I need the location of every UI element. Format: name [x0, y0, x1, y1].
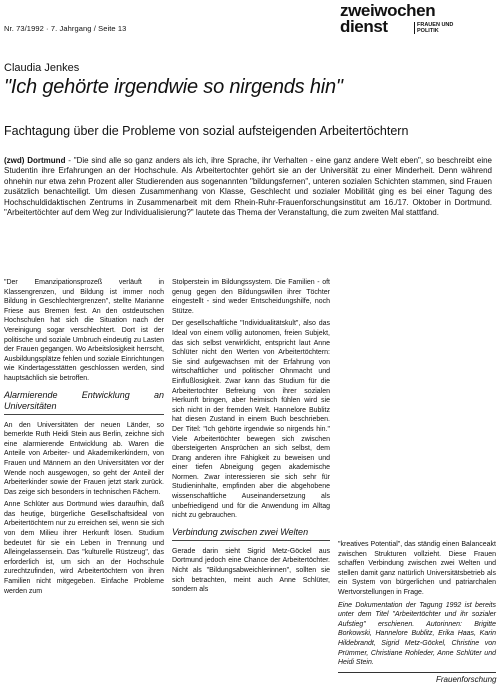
column-1 — [4, 278, 164, 599]
column-3 — [338, 540, 496, 671]
masthead-logo — [340, 2, 498, 48]
issue-line: Nr. 73/1992 · 7. Jahrgang / Seite 13 — [4, 24, 127, 33]
column-2 — [172, 278, 330, 598]
paragraph: Stolperstein im Bildungssystem. Die Familien - oft genug gegen den Bildungswillen ihrer Töchter eingestellt - sind weder Entscheidungshilfe, noch Stütze. — [172, 279, 330, 315]
paragraph: Anne Schlüter aus Dortmund wies daraufhin, daß das heutige, bürgerliche Gesellschaftsideal von Arbeitertöchtern nur zu erreichen sei, wenn sie sich von dem Milieu ihrer Herkunft lösen. Studium bedeutet für sie ein Leben in Trennung und Alleingelassensein. Das "kulturelle Rüstzeug", das erforderlich ist, um sich an der Hochschule zurechtzufinden, wird Arbeitertöchtern von ihren Familien nicht mitgegeben. Einfache Probleme werden zum — [4, 501, 164, 595]
footer-divider — [338, 672, 496, 673]
lead-text: - "Die sind alle so ganz anders als ich, ihre Sprache, ihr Verhalten - eine ganz andere Welt eben", so beschreibt eine Studentin ihre Erfahrungen an der Hochschule. Als Arbeitertochter gehört sie an der Universität zu einer Minderheit. Denn während ohnehin nur etwa zehn Prozent aller Studierenden aus sogenannten "bildungsfernen", unteren sozialen Schichten stammen, sind Frauen zusätzlich benachteiligt. Um diesen Zusammenhang von Klasse, Geschlecht und sozialer Mobilität ging es bei einer Tagung des Hochschuldidaktischen Zentrums in Zusammenarbeit mit dem Rhein-Ruhr-Frauenforschungsinstitut am 16./17. Oktober in Dortmund. "Arbeitertöchter auf dem Weg zur Individualisierung?" lautete das Thema der Veranstaltung, die zum zweiten Mal stattfand. — [4, 156, 493, 218]
paragraph: "kreatives Potential", das ständig einen Balanceakt zwischen Strukturen vollzieht. Diese Frauen schaffen Verbindung zwischen zwei Welten und stellen damit ganz natürlich Universitätsbetrieb als ein System von bürgerlichen und patriarchalen Wertvorstellungen in Frage. — [338, 541, 496, 596]
paragraph: An den Universitäten der neuen Länder, so bemerkte Ruth Heidi Stein aus Berlin, zeichne sich eine alarmierende Entwicklung ab. Waren die Anteile von Arbeiter- und Akademikerkindern, von Frauen und Männern an den Universitäten vor der Wende noch ausgewogen, so geht der Anteil der Arbeiterkinder sowie der Frauen jetzt stark zurück. Das zeige sich besonders in technischen Fächern. — [4, 421, 164, 496]
masthead-title-line1: zweiwochen — [340, 1, 436, 20]
dateline: (zwd) Dortmund — [4, 156, 66, 165]
paragraph: Gerade darin sieht Sigrid Metz-Göckel aus Dortmund jedoch eine Chance der Arbeitertöchter. Nicht als "Bildungsabweichlerinnen", sollten sie sich betrachten, meint auch Anne Schlüter, sondern als — [172, 547, 330, 594]
paragraph: Der gesellschaftliche "Individualitätskult", also das Ideal von einem völlig autonomen, freien Subjekt, das sich selbst verwirklicht, entspricht laut Anne Schlüter nicht den Werten von Arbeitertöchtern: Sie sind aufgewachsen mit der Erfahrung von wirtschaftlicher und politischer Ohnmacht und Einflußlosigkeit. Zwar kann das Studium für die Arbeitertochter Befreiung von ihrer sozialen Herkunft bringen, aber heimisch fühlen wird sie sich nicht in der fremden Welt. Hannelore Bublitz hat diesen Zustand in einem Buch beschrieben. Der Titel: "Ich gehörte irgendwie so nirgends hin." Viele Arbeitertöchter bewegen sich zwischen übersteigerten Ansprüchen an sich selbst, dem Drang anderen ihre Fähigkeit zu beweisen und einer tiefen Abneigung gegen akademische Normen. Zwar interessieren sie sich sehr für Studieninhalte, empfinden aber die abgehobene wissenschaftliche Auseinandersetzung als unbefriedigend und für die Anwendung im Alltag nicht zu gebrauchen. — [172, 320, 330, 520]
paragraph: "Der Emanzipationsprozeß verläuft in Klassengrenzen, und Bildung ist immer noch Bildung in Geschlechtergrenzen", stellte Marianne Friese aus Bremen fest. An den ostdeutschen Hochschulen hat sich die Situation nach der Vereinigung sogar verschlechtert. Dort ist der politische und soziale Umbruch eindeutig zu Lasten der Frauen gegangen. Wo Arbeitslosigkeit herrscht, Ausbildungsplätze fehlen und soziale Einrichtungen wie Kindertagesstätten geschlossen werden, sind hauptsächlich sie betroffen. — [4, 279, 164, 382]
masthead-title-line2: dienst — [340, 17, 388, 36]
documentation-note: Eine Dokumentation der Tagung 1992 ist bereits unter dem Titel "Arbeitertöchter und ihr sozialer Aufstieg" erschienen. Autorinnen: Brigitte Borkowski, Hannelore Bublitz, Erika Haas, Karin Hildebrandt, Sigrid Metz-Göckel, Christine von Prümmer, Christiane Rohleder, Anne Schlüter und Heidi Stein. — [338, 601, 496, 667]
lead-paragraph — [4, 156, 492, 218]
subheadline: Fachtagung über die Probleme von sozial aufsteigenden Arbeitertöchtern — [4, 124, 409, 138]
section-heading: Alarmierende Entwicklung an Universitäten — [4, 390, 164, 415]
section-heading: Verbindung zwischen zwei Welten — [172, 527, 330, 541]
masthead-subtitle: FRAUEN UND POLITIK — [414, 22, 457, 34]
section-label: Frauenforschung — [436, 675, 497, 684]
author-name: Claudia Jenkes — [4, 62, 80, 74]
headline: "Ich gehörte irgendwie so nirgends hin" — [4, 76, 343, 98]
